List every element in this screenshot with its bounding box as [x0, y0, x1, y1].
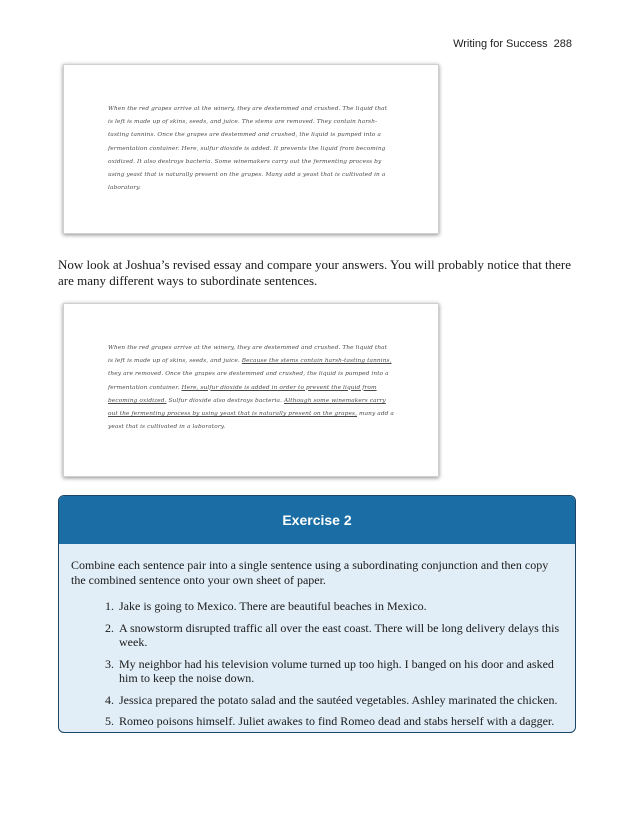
exercise-item — [105, 599, 563, 614]
item-text: Romeo poisons himself. Juliet awakes to find Romeo dead and stabs herself with a dagger. — [119, 714, 555, 728]
item-number: 1. — [105, 599, 114, 613]
book-title: Writing for Success — [453, 38, 548, 50]
item-number: 3. — [105, 656, 114, 671]
revised-note-text — [108, 342, 394, 434]
exercise-item — [105, 620, 563, 650]
revised-note-image — [63, 303, 439, 477]
exercise-list — [59, 599, 563, 729]
exercise-box — [58, 495, 576, 733]
exercise-item — [105, 714, 563, 729]
draft-note-image — [63, 64, 439, 234]
item-text: A snowstorm disrupted traffic all over the east coast. There will be long delivery delays this week. — [119, 620, 560, 649]
revised-text-part: many add a yeast that is cultivated in a laboratory. — [108, 411, 394, 431]
page-number: 288 — [553, 38, 572, 50]
revised-underlined-clause: Here, sulfur dioxide is added in order to prevent the liquid from becoming oxidized. — [108, 384, 377, 404]
exercise-item — [105, 692, 563, 708]
revised-text-part: they are removed. Once the grapes are destemmed and crushed, the liquid is pumped into a fermentation container. — [108, 371, 389, 391]
revised-underlined-clause: Because the stems contain harsh-tasting tannins, — [241, 358, 392, 365]
item-text: Jake is going to Mexico. There are beautiful beaches in Mexico. — [119, 599, 427, 613]
body-paragraph: Now look at Joshua’s revised essay and compare your answers. You will probably notice that there are many different ways to subordinate sentences. — [58, 257, 572, 288]
exercise-instructions: Combine each sentence pair into a single sentence using a subordinating conjunction and then copy the combined sentence onto your own sheet of paper. — [71, 558, 549, 587]
revised-underlined-clause: Although some winemakers carry out the fermenting process by using yeast that is naturally present on the grapes, — [108, 397, 386, 418]
item-number: 2. — [105, 620, 114, 635]
running-header — [453, 38, 572, 50]
draft-note-text: When the red grapes arrive at the winery, they are destemmed and crushed. The liquid that is left is made up of skins, seeds, and juice. The stems are removed. They contain harsh-tasting tannins. Once the grapes are destemmed and crushed, the liquid is pumped into a fermentation container. Here, sulfur dioxide is added. It prevents the liquid from becoming oxidized. It also destroys bacteria. Some winemakers carry out the fermenting process by using yeast that is naturally present on the grapes. Many add a yeast that is cultivated in a laboratory. — [108, 106, 388, 192]
item-number: 5. — [105, 714, 114, 728]
revised-text-part: Sulfur dioxide also destroys bacteria. — [166, 397, 284, 404]
item-text: My neighbor had his television volume turned up too high. I banged on his door and asked him to keep the noise down. — [119, 656, 554, 685]
item-text: Jessica prepared the potato salad and the sautéed vegetables. Ashley marinated the chicken. — [119, 692, 558, 707]
exercise-item — [105, 656, 563, 686]
exercise-title: Exercise 2 — [59, 496, 575, 544]
item-number: 4. — [105, 692, 114, 707]
revised-text-part: When the red grapes arrive at the winery, they are destemmed and crushed. The liquid that is left is made up of skins, seeds, and juice. — [108, 345, 388, 365]
